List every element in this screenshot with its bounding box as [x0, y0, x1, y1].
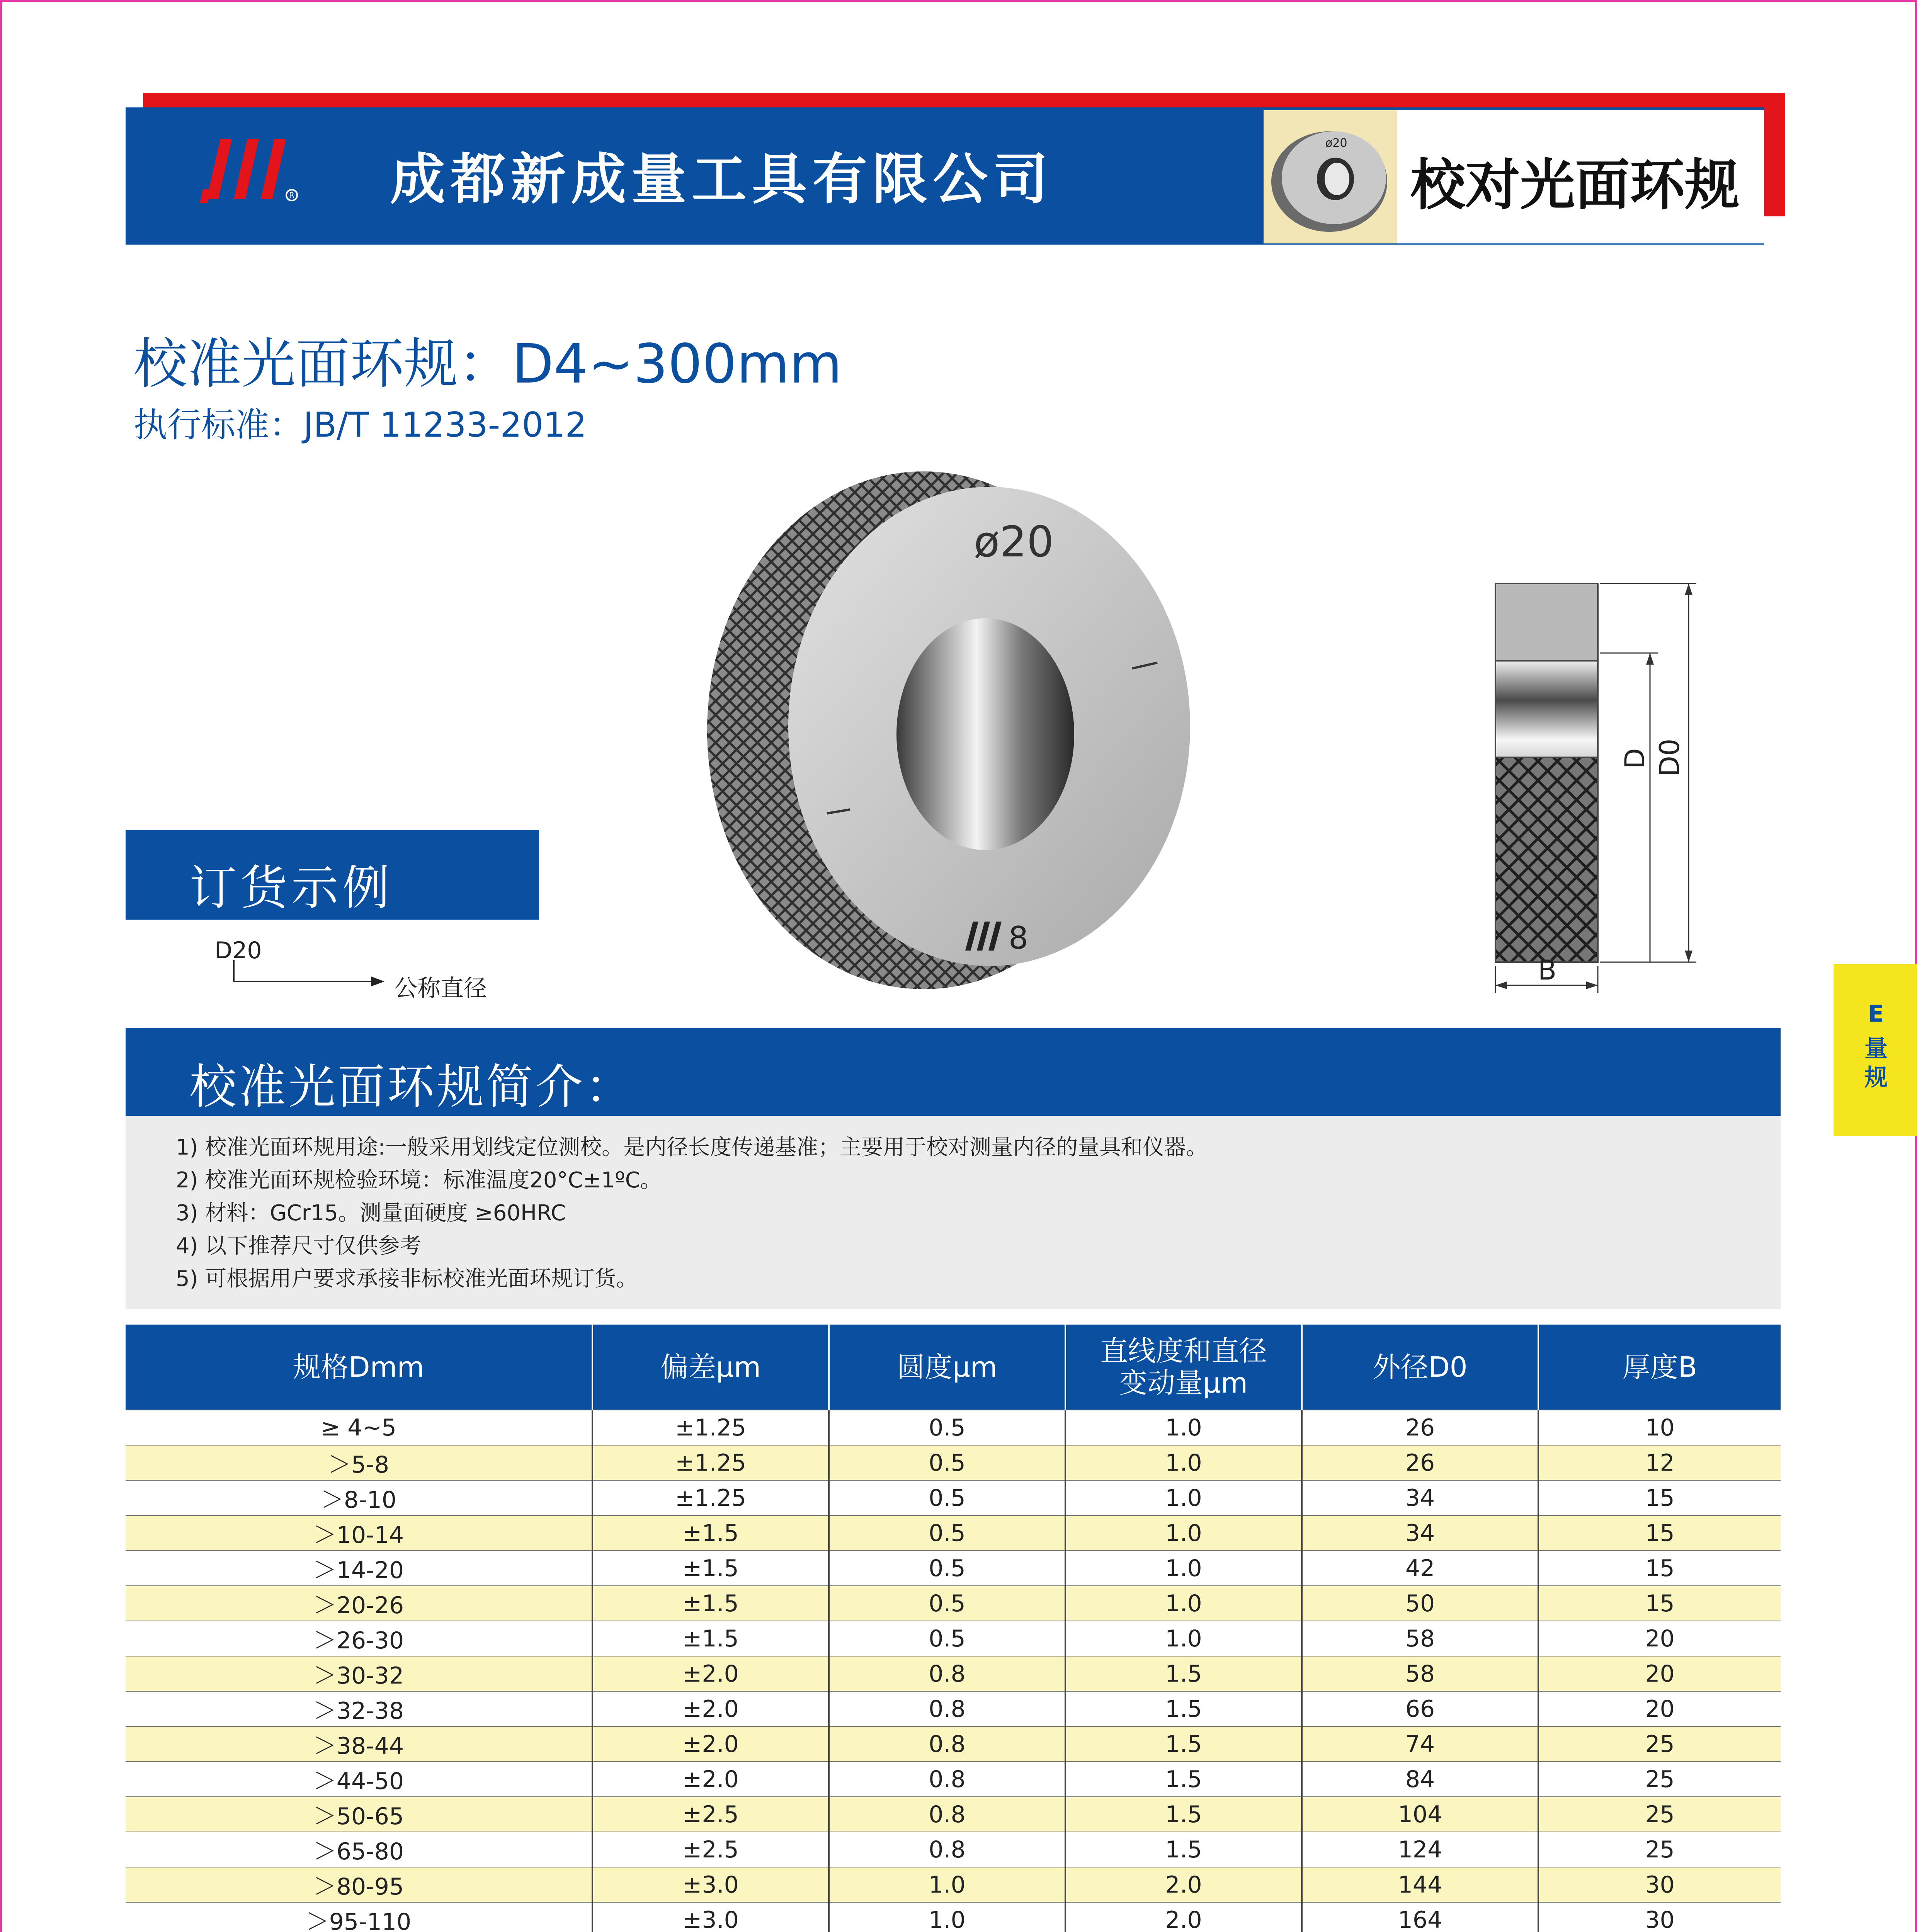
table-row	[126, 1797, 1781, 1832]
table-cell: ＞65-80	[126, 1832, 592, 1867]
dim-label-d: D	[1619, 748, 1651, 769]
table-cell: 10	[1538, 1410, 1781, 1445]
table-cell: ＞30-32	[126, 1656, 592, 1691]
standard-text: 执行标准：JB/T 11233-2012	[133, 405, 587, 445]
company-name: 成都新成量工具有限公司	[390, 148, 1053, 211]
table-row	[126, 1902, 1781, 1932]
table-cell: ＞14-20	[126, 1551, 592, 1586]
table-cell: 15	[1538, 1480, 1781, 1515]
table-cell: ±3.0	[592, 1902, 829, 1932]
table-cell: 12	[1538, 1445, 1781, 1480]
table-cell: 20	[1538, 1691, 1781, 1726]
table-cell: 66	[1302, 1691, 1538, 1726]
intro-line: 5) 可根据用户要求承接非标校准光面环规订货。	[176, 1266, 638, 1291]
table-cell: 15	[1538, 1551, 1781, 1586]
table-cell: 1.0	[1065, 1410, 1302, 1445]
dim-label-b: B	[1538, 954, 1557, 986]
table-cell: 15	[1538, 1515, 1781, 1551]
table-row	[126, 1621, 1781, 1656]
table-cell: 0.8	[829, 1726, 1065, 1762]
table-cell: ±1.5	[592, 1621, 829, 1656]
table-cell: 0.5	[829, 1480, 1065, 1515]
table-row	[126, 1656, 1781, 1691]
thumb-label: ø20	[1325, 136, 1347, 150]
table-cell: 15	[1538, 1586, 1781, 1621]
table-cell: 0.8	[829, 1832, 1065, 1867]
table-cell: 2.0	[1065, 1867, 1302, 1902]
table-cell: ±2.0	[592, 1691, 829, 1726]
table-cell: 30	[1538, 1902, 1781, 1932]
table-cell: ＞26-30	[126, 1621, 592, 1656]
table-cell: 25	[1538, 1797, 1781, 1832]
table-row	[126, 1832, 1781, 1867]
table-cell: 0.5	[829, 1410, 1065, 1445]
table-cell: ±1.5	[592, 1551, 829, 1586]
table-row	[126, 1691, 1781, 1726]
table-row	[126, 1480, 1781, 1515]
intro-line: 4) 以下推荐尺寸仅供参考	[176, 1233, 422, 1259]
table-cell: 1.0	[829, 1902, 1065, 1932]
order-arrow	[232, 960, 386, 991]
intro-line: 2) 校准光面环规检验环境：标准温度20°C±1ºC。	[176, 1168, 662, 1193]
intro-line: 1) 校准光面环规用途:一般采用划线定位测校。是内径长度传递基准；主要用于校对测量内径的量具和仪器。	[176, 1135, 1208, 1160]
table-header-row	[126, 1325, 1781, 1410]
table-cell: ＞44-50	[126, 1762, 592, 1797]
table-row	[126, 1586, 1781, 1621]
table-cell: ±2.5	[592, 1832, 829, 1867]
table-cell: ＞80-95	[126, 1867, 592, 1902]
table-cell: ±3.0	[592, 1867, 829, 1902]
header-outer-diameter: 外径D0	[1302, 1325, 1538, 1410]
header-deviation: 偏差μm	[592, 1325, 829, 1410]
table-cell: ＞10-14	[126, 1515, 592, 1551]
table-cell: 1.5	[1065, 1797, 1302, 1832]
header-straightness: 直线度和直径 变动量μm	[1065, 1325, 1302, 1410]
table-cell: 0.8	[829, 1797, 1065, 1832]
table-row	[126, 1445, 1781, 1480]
cross-section-drawing	[1480, 568, 1720, 1005]
page-title: 校准光面环规：D4~300mm	[133, 333, 842, 396]
table-row	[126, 1515, 1781, 1551]
dim-label-d0: D0	[1654, 738, 1686, 777]
table-cell: 1.5	[1065, 1656, 1302, 1691]
table-cell: ±1.5	[592, 1515, 829, 1551]
table-cell: 0.5	[829, 1586, 1065, 1621]
table-cell: ＞38-44	[126, 1726, 592, 1762]
header-thickness: 厚度B	[1538, 1325, 1781, 1410]
spec-table	[126, 1325, 1781, 1932]
table-row	[126, 1762, 1781, 1797]
table-cell: ＞95-110	[126, 1902, 592, 1932]
ring-gauge-image	[688, 437, 1248, 1005]
table-cell: 1.0	[829, 1867, 1065, 1902]
table-cell: 104	[1302, 1797, 1538, 1832]
table-cell: 1.0	[1065, 1551, 1302, 1586]
table-cell: 1.5	[1065, 1691, 1302, 1726]
side-tab-letter: E	[1868, 1000, 1884, 1027]
table-cell: 25	[1538, 1832, 1781, 1867]
table-cell: 1.0	[1065, 1586, 1302, 1621]
table-cell: 84	[1302, 1762, 1538, 1797]
table-cell: ±2.0	[592, 1656, 829, 1691]
table-cell: 1.5	[1065, 1832, 1302, 1867]
table-cell: ±1.5	[592, 1586, 829, 1621]
side-tab-char: 量	[1864, 1035, 1888, 1062]
table-cell: 1.0	[1065, 1445, 1302, 1480]
table-cell: 1.5	[1065, 1726, 1302, 1762]
table-cell: 20	[1538, 1656, 1781, 1691]
table-row	[126, 1726, 1781, 1762]
table-cell: ＞5-8	[126, 1445, 592, 1480]
header-roundness: 圆度μm	[829, 1325, 1065, 1410]
table-row	[126, 1410, 1781, 1445]
product-category-title: 校对光面环规	[1410, 153, 1740, 217]
svg-text:R: R	[289, 190, 294, 200]
table-cell: 0.5	[829, 1621, 1065, 1656]
table-cell: 0.5	[829, 1445, 1065, 1480]
table-cell: 74	[1302, 1726, 1538, 1762]
header-product-thumbnail	[1264, 110, 1397, 243]
table-cell: ±2.0	[592, 1726, 829, 1762]
table-cell: 58	[1302, 1656, 1538, 1691]
table-cell: 164	[1302, 1902, 1538, 1932]
table-cell: 1.0	[1065, 1621, 1302, 1656]
table-cell: ±1.25	[592, 1480, 829, 1515]
table-cell: ≥ 4~5	[126, 1410, 592, 1445]
table-cell: ±1.25	[592, 1445, 829, 1480]
intro-heading: 校准光面环规简介：	[189, 1060, 634, 1114]
table-cell: 124	[1302, 1832, 1538, 1867]
side-tab-char: 规	[1864, 1064, 1888, 1091]
table-cell: 1.0	[1065, 1480, 1302, 1515]
table-cell: 0.5	[829, 1515, 1065, 1551]
ring-label: ø20	[974, 517, 1054, 566]
order-example-heading: 订货示例	[189, 861, 393, 915]
table-cell: 0.8	[829, 1656, 1065, 1691]
table-cell: 144	[1302, 1867, 1538, 1902]
table-cell: 25	[1538, 1762, 1781, 1797]
table-cell: 1.0	[1065, 1515, 1302, 1551]
table-row	[126, 1867, 1781, 1902]
table-cell: 42	[1302, 1551, 1538, 1586]
table-cell: 0.8	[829, 1762, 1065, 1797]
order-example-code: D20	[214, 937, 262, 964]
table-cell: 25	[1538, 1726, 1781, 1762]
table-cell: 30	[1538, 1867, 1781, 1902]
table-cell: 34	[1302, 1480, 1538, 1515]
table-cell: 0.8	[829, 1691, 1065, 1726]
table-row	[126, 1551, 1781, 1586]
table-cell: 1.5	[1065, 1762, 1302, 1797]
table-cell: ＞8-10	[126, 1480, 592, 1515]
table-cell: 26	[1302, 1445, 1538, 1480]
table-cell: 26	[1302, 1410, 1538, 1445]
table-cell: ＞50-65	[126, 1797, 592, 1832]
table-cell: 2.0	[1065, 1902, 1302, 1932]
ring-size-mark: 8	[1009, 920, 1028, 956]
table-cell: 50	[1302, 1586, 1538, 1621]
table-cell: 34	[1302, 1515, 1538, 1551]
header-spec: 规格Dmm	[126, 1325, 592, 1410]
table-cell: ＞20-26	[126, 1586, 592, 1621]
order-example-note: 公称直径	[394, 975, 487, 1002]
table-cell: ±2.0	[592, 1762, 829, 1797]
table-cell: 58	[1302, 1621, 1538, 1656]
table-cell: ±1.25	[592, 1410, 829, 1445]
table-cell: ±2.5	[592, 1797, 829, 1832]
table-cell: ＞32-38	[126, 1691, 592, 1726]
table-cell: 20	[1538, 1621, 1781, 1656]
table-cell: 0.5	[829, 1551, 1065, 1586]
company-logo	[199, 131, 315, 209]
intro-line: 3) 材料：GCr15。测量面硬度 ≥60HRC	[176, 1201, 566, 1226]
